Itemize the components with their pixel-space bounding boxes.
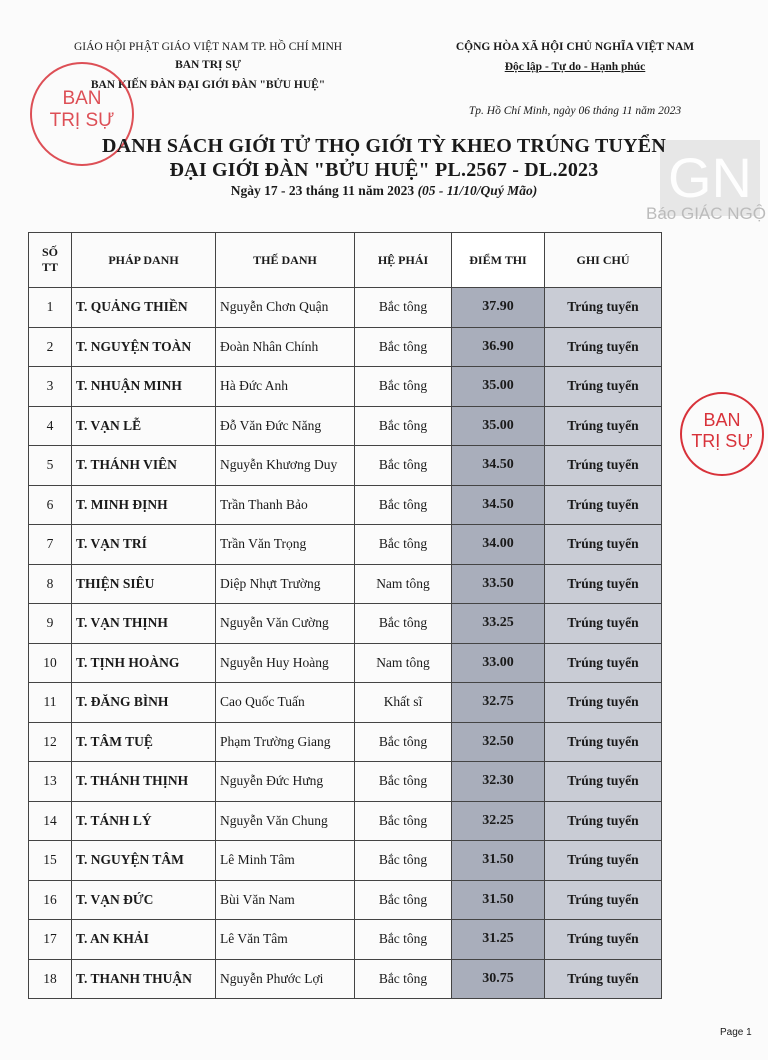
phap-danh: T. TỊNH HOÀNG — [72, 643, 216, 683]
row-number: 18 — [29, 959, 72, 999]
table-row — [29, 683, 662, 723]
table-row — [29, 801, 662, 841]
phap-danh: T. VẠN TRÍ — [72, 525, 216, 565]
table-row — [29, 959, 662, 999]
header-diem-thi: ĐIỂM THI — [452, 233, 545, 288]
ghi-chu: Trúng tuyển — [545, 604, 662, 644]
he-phai: Bắc tông — [355, 406, 452, 446]
table-row — [29, 762, 662, 802]
phap-danh: THIỆN SIÊU — [72, 564, 216, 604]
table-row — [29, 841, 662, 881]
row-number: 1 — [29, 288, 72, 328]
diem-thi: 32.30 — [452, 762, 545, 802]
diem-thi: 33.50 — [452, 564, 545, 604]
diem-thi: 35.00 — [452, 406, 545, 446]
row-number: 17 — [29, 920, 72, 960]
row-number: 14 — [29, 801, 72, 841]
he-phai: Bắc tông — [355, 841, 452, 881]
table-row — [29, 446, 662, 486]
table-row — [29, 485, 662, 525]
table-row — [29, 722, 662, 762]
ghi-chu: Trúng tuyển — [545, 683, 662, 723]
he-phai: Bắc tông — [355, 959, 452, 999]
ghi-chu: Trúng tuyển — [545, 446, 662, 486]
the-danh: Trần Thanh Bảo — [216, 485, 355, 525]
diem-thi: 33.00 — [452, 643, 545, 683]
ghi-chu: Trúng tuyển — [545, 564, 662, 604]
table-row — [29, 525, 662, 565]
document-subtitle: ĐẠI GIỚI ĐÀN "BỬU HUỆ" PL.2567 - DL.2023 — [169, 159, 599, 181]
phap-danh: T. AN KHẢI — [72, 920, 216, 960]
diem-thi: 32.25 — [452, 801, 545, 841]
ghi-chu: Trúng tuyển — [545, 959, 662, 999]
ghi-chu: Trúng tuyển — [545, 367, 662, 407]
diem-thi: 34.00 — [452, 525, 545, 565]
row-number: 2 — [29, 327, 72, 367]
phap-danh: T. MINH ĐỊNH — [72, 485, 216, 525]
ghi-chu: Trúng tuyển — [545, 288, 662, 328]
header-stt: SỐ TT — [29, 233, 72, 288]
diem-thi: 33.25 — [452, 604, 545, 644]
diem-thi: 37.90 — [452, 288, 545, 328]
table-row — [29, 367, 662, 407]
table-header — [29, 233, 662, 288]
ghi-chu: Trúng tuyển — [545, 722, 662, 762]
he-phai: Bắc tông — [355, 604, 452, 644]
ghi-chu: Trúng tuyển — [545, 880, 662, 920]
he-phai: Bắc tông — [355, 722, 452, 762]
he-phai: Khất sĩ — [355, 683, 452, 723]
committee-name: BAN KIẾN ĐÀN ĐẠI GIỚI ĐÀN "BỬU HUỆ" — [90, 79, 326, 91]
the-danh: Nguyễn Khương Duy — [216, 446, 355, 486]
row-number: 12 — [29, 722, 72, 762]
the-danh: Phạm Trường Giang — [216, 722, 355, 762]
row-number: 7 — [29, 525, 72, 565]
he-phai: Bắc tông — [355, 446, 452, 486]
place-date: Tp. Hồ Chí Minh, ngày 06 tháng 11 năm 2023 — [468, 105, 682, 117]
header-ghi-chu: GHI CHÚ — [545, 233, 662, 288]
phap-danh: T. THÁNH THỊNH — [72, 762, 216, 802]
row-number: 5 — [29, 446, 72, 486]
he-phai: Bắc tông — [355, 801, 452, 841]
diem-thi: 31.50 — [452, 841, 545, 881]
the-danh: Nguyễn Phước Lợi — [216, 959, 355, 999]
ghi-chu: Trúng tuyển — [545, 920, 662, 960]
the-danh: Lê Minh Tâm — [216, 841, 355, 881]
country-name: CỘNG HÒA XÃ HỘI CHỦ NGHĨA VIỆT NAM — [455, 41, 695, 53]
he-phai: Bắc tông — [355, 367, 452, 407]
dept-name: BAN TRỊ SỰ — [175, 59, 241, 71]
the-danh: Lê Văn Tâm — [216, 920, 355, 960]
row-number: 3 — [29, 367, 72, 407]
he-phai: Bắc tông — [355, 525, 452, 565]
diem-thi: 31.50 — [452, 880, 545, 920]
watermark-logo: GN — [660, 140, 760, 216]
ghi-chu: Trúng tuyển — [545, 525, 662, 565]
table-row — [29, 406, 662, 446]
the-danh: Nguyễn Huy Hoàng — [216, 643, 355, 683]
header-phap-danh: PHÁP DANH — [72, 233, 216, 288]
table-row — [29, 880, 662, 920]
document-title: DANH SÁCH GIỚI TỬ THỌ GIỚI TỲ KHEO TRÚNG TUYỂN — [102, 135, 666, 157]
phap-danh: T. QUẢNG THIỀN — [72, 288, 216, 328]
ghi-chu: Trúng tuyển — [545, 841, 662, 881]
ghi-chu: Trúng tuyển — [545, 485, 662, 525]
phap-danh: T. VẠN LỄ — [72, 406, 216, 446]
the-danh: Đoàn Nhân Chính — [216, 327, 355, 367]
the-danh: Nguyễn Chơn Quận — [216, 288, 355, 328]
table-row — [29, 288, 662, 328]
he-phai: Bắc tông — [355, 288, 452, 328]
header-the-danh: THẾ DANH — [216, 233, 355, 288]
seal-stamp: BAN TRỊ SỰ — [30, 62, 134, 166]
phap-danh: T. VẠN ĐỨC — [72, 880, 216, 920]
the-danh: Nguyễn Văn Cường — [216, 604, 355, 644]
he-phai: Bắc tông — [355, 327, 452, 367]
seal-stamp-right: BAN TRỊ SỰ — [680, 392, 764, 476]
he-phai: Nam tông — [355, 643, 452, 683]
table-row — [29, 604, 662, 644]
phap-danh: T. ĐĂNG BÌNH — [72, 683, 216, 723]
row-number: 10 — [29, 643, 72, 683]
the-danh: Hà Đức Anh — [216, 367, 355, 407]
phap-danh: T. NGUYỆN TOÀN — [72, 327, 216, 367]
table-row — [29, 327, 662, 367]
the-danh: Trần Văn Trọng — [216, 525, 355, 565]
he-phai: Bắc tông — [355, 880, 452, 920]
table-row — [29, 564, 662, 604]
phap-danh: T. NGUYỆN TÂM — [72, 841, 216, 881]
page-number: Page 1 — [720, 1027, 752, 1038]
the-danh: Nguyễn Văn Chung — [216, 801, 355, 841]
row-number: 16 — [29, 880, 72, 920]
row-number: 9 — [29, 604, 72, 644]
he-phai: Bắc tông — [355, 920, 452, 960]
diem-thi: 35.00 — [452, 367, 545, 407]
event-dates: Ngày 17 - 23 tháng 11 năm 2023 (05 - 11/10/Quý Mão) — [230, 183, 538, 198]
row-number: 15 — [29, 841, 72, 881]
the-danh: Đỗ Văn Đức Năng — [216, 406, 355, 446]
diem-thi: 34.50 — [452, 446, 545, 486]
phap-danh: T. THÁNH VIÊN — [72, 446, 216, 486]
phap-danh: T. THANH THUẬN — [72, 959, 216, 999]
ghi-chu: Trúng tuyển — [545, 801, 662, 841]
row-number: 11 — [29, 683, 72, 723]
motto: Độc lập - Tự do - Hạnh phúc — [504, 61, 646, 73]
table-row — [29, 643, 662, 683]
table-row — [29, 920, 662, 960]
row-number: 6 — [29, 485, 72, 525]
he-phai: Bắc tông — [355, 762, 452, 802]
watermark-text: Báo GIÁC NGỘ — [646, 204, 766, 223]
he-phai: Bắc tông — [355, 485, 452, 525]
row-number: 8 — [29, 564, 72, 604]
he-phai: Nam tông — [355, 564, 452, 604]
ghi-chu: Trúng tuyển — [545, 762, 662, 802]
header-he-phai: HỆ PHÁI — [355, 233, 452, 288]
phap-danh: T. TÂM TUỆ — [72, 722, 216, 762]
org-name: GIÁO HỘI PHẬT GIÁO VIỆT NAM TP. HỒ CHÍ MINH — [73, 41, 343, 53]
phap-danh: T. VẠN THỊNH — [72, 604, 216, 644]
ghi-chu: Trúng tuyển — [545, 406, 662, 446]
diem-thi: 36.90 — [452, 327, 545, 367]
phap-danh: T. NHUẬN MINH — [72, 367, 216, 407]
the-danh: Diệp Nhựt Trường — [216, 564, 355, 604]
ghi-chu: Trúng tuyển — [545, 327, 662, 367]
diem-thi: 30.75 — [452, 959, 545, 999]
row-number: 4 — [29, 406, 72, 446]
ghi-chu: Trúng tuyển — [545, 643, 662, 683]
results-table — [28, 232, 662, 999]
row-number: 13 — [29, 762, 72, 802]
diem-thi: 32.50 — [452, 722, 545, 762]
phap-danh: T. TÁNH LÝ — [72, 801, 216, 841]
diem-thi: 34.50 — [452, 485, 545, 525]
the-danh: Cao Quốc Tuấn — [216, 683, 355, 723]
diem-thi: 32.75 — [452, 683, 545, 723]
diem-thi: 31.25 — [452, 920, 545, 960]
the-danh: Nguyễn Đức Hưng — [216, 762, 355, 802]
the-danh: Bùi Văn Nam — [216, 880, 355, 920]
